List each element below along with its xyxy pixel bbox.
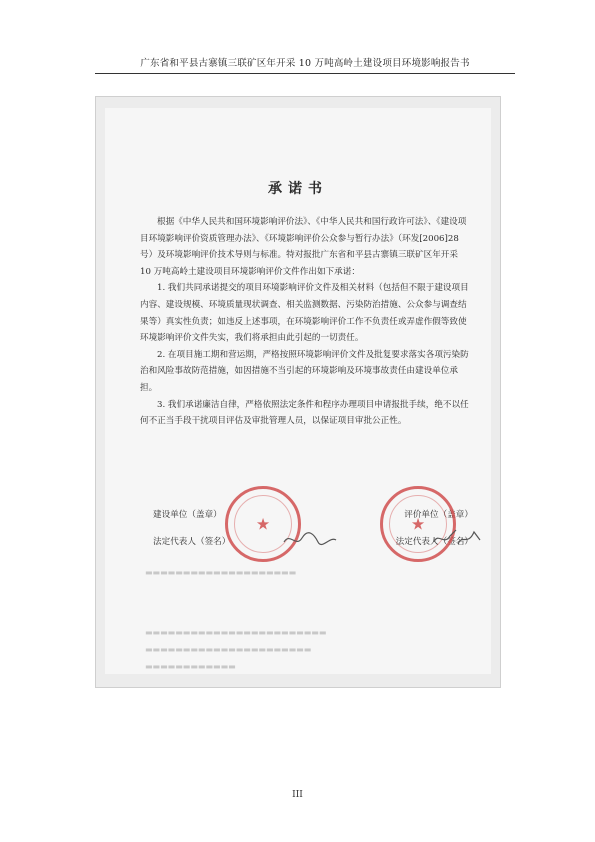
builder-seal-stamp	[225, 486, 301, 562]
eval-unit-label: 评价单位（盖章）	[404, 510, 473, 520]
eval-rep-label: 法定代表人（签名）	[395, 537, 473, 547]
page-header: 广东省和平县古寨镇三联矿区年开采 10 万吨高岭土建设项目环境影响报告书	[95, 55, 515, 74]
builder-signature	[280, 528, 340, 550]
show-through-line: ▬▬▬▬▬▬▬▬▬▬▬▬▬▬▬▬▬▬▬▬▬▬	[145, 645, 312, 654]
show-through-line: ▬▬▬▬▬▬▬▬▬▬▬▬▬▬▬▬▬▬▬▬▬▬▬▬	[145, 628, 327, 637]
document-title: 承诺书	[268, 181, 328, 197]
document-body	[140, 214, 470, 430]
builder-unit-label: 建设单位（盖章）	[153, 510, 222, 520]
paragraph-commitment-1: 1. 我们共同承诺提交的项目环境影响评价文件及相关材料（包括但不限于建设项目内容、建设规模、环境质量现状调查、相关监测数据、污染防治措施、公众参与调查结果等）真实性负责；如违反上述事项，在环境影响评价工作不负责任或弄虚作假等致使环境影响评价文件失实，我们将承担由此引起的一切责任。	[140, 283, 469, 344]
show-through-line: ▬▬▬▬▬▬▬▬▬▬▬▬	[145, 662, 236, 671]
paragraph-intro: 根据《中华人民共和国环境影响评价法》、《中华人民共和国行政许可法》、《建设项目环境影响评价资质管理办法》、《环境影响评价公众参与暂行办法》（环发[2006]28 号）及环境影响评价技术导则与标准。特对报批广东省和平县古寨镇三联矿区年开采 10 万吨高岭土建设项目环境影响评价文件作出如下承诺：	[140, 217, 467, 277]
eval-signature	[430, 524, 485, 550]
scanned-paper	[105, 108, 491, 674]
seal-star-icon: ★	[410, 514, 426, 534]
seal-star-icon: ★	[255, 514, 271, 534]
paragraph-commitment-3: 3. 我们承诺廉洁自律，严格依照法定条件和程序办理项目申请报批手续，绝不以任何不正当手段干扰项目评估及审批管理人员，以保证项目审批公正性。	[140, 399, 469, 427]
page-number: III	[292, 790, 303, 800]
builder-rep-label: 法定代表人（签名）	[153, 537, 231, 547]
scanned-document-image	[95, 96, 501, 688]
paragraph-commitment-2: 2. 在项目施工期和营运期，严格按照环境影响评价文件及批复要求落实各项污染防治和风险事故防范措施，如因措施不当引起的环境影响及环境事故责任由建设单位承担。	[140, 349, 469, 393]
show-through-line: ▬▬▬▬▬▬▬▬▬▬▬▬▬▬▬▬▬▬▬▬	[145, 568, 297, 577]
